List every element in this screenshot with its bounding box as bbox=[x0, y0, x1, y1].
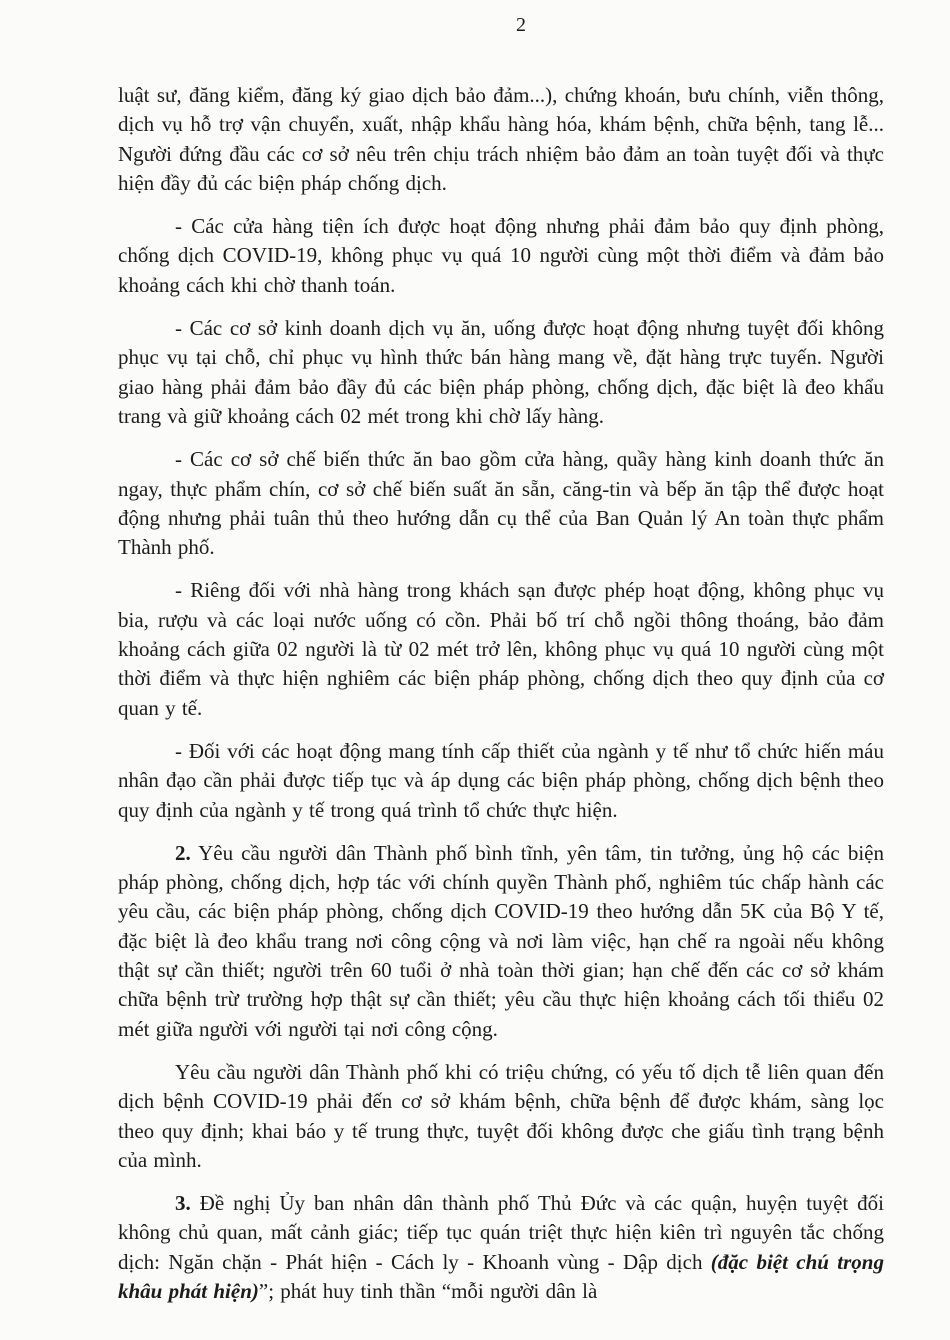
paragraph-section-2 bbox=[118, 839, 884, 1044]
section-text: Đề nghị Ủy ban nhân dân thành phố Thủ Đức và các quận, huyện tuyệt đối không chủ quan, mất cảnh giác; tiếp tục quán triệt thực hiện kiên trì nguyên tắc chống dịch: Ngăn chặn - Phát hiện - Cách ly - Khoanh vùng - Dập dịch bbox=[118, 1191, 884, 1274]
section-text-tail: ”; phát huy tinh thần “mỗi người dân là bbox=[258, 1278, 598, 1303]
section-text: Yêu cầu người dân Thành phố bình tĩnh, yên tâm, tin tưởng, ủng hộ các biện pháp phòng, chống dịch, hợp tác với chính quyền Thành phố, nghiêm túc chấp hành các yêu cầu, các biện pháp phòng, chống dịch COVID-19 theo hướng dẫn 5K của Bộ Y tế, đặc biệt là đeo khẩu trang nơi công cộng và nơi làm việc, hạn chế ra ngoài nếu không thật sự cần thiết; người trên 60 tuổi ở nhà toàn thời gian; hạn chế đến các cơ sở khám chữa bệnh trừ trường hợp thật sự cần thiết; yêu cầu thực hiện khoảng cách tối thiểu 02 mét giữa người với người tại nơi công cộng. bbox=[118, 840, 884, 1041]
paragraph-health-activities: - Đối với các hoạt động mang tính cấp thiết của ngành y tế như tổ chức hiến máu nhân đạo cần phải được tiếp tục và áp dụng các biện pháp phòng, chống dịch bệnh theo quy định của ngành y tế trong quá trình tổ chức thực hiện. bbox=[118, 738, 884, 822]
paragraph-continuation: luật sư, đăng kiểm, đăng ký giao dịch bảo đảm...), chứng khoán, bưu chính, viễn thông, dịch vụ hỗ trợ vận chuyển, xuất, nhập khẩu hàng hóa, khám bệnh, chữa bệnh, tang lễ... Người đứng đầu các cơ sở nêu trên chịu trách nhiệm bảo đảm an toàn tuyệt đối và thực hiện đầy đủ các biện pháp chống dịch. bbox=[118, 83, 884, 195]
paragraph-symptoms: Yêu cầu người dân Thành phố khi có triệu chứng, có yếu tố dịch tễ liên quan đến dịch bệnh COVID-19 phải đến cơ sở khám bệnh, chữa bệnh để được khám, sàng lọc theo quy định; khai báo y tế trung thực, tuyệt đối không được che giấu tình trạng bệnh của mình. bbox=[118, 1059, 884, 1172]
paragraph-convenience-stores: - Các cửa hàng tiện ích được hoạt động nhưng phải đảm bảo quy định phòng, chống dịch COVID-19, không phục vụ quá 10 người cùng một thời điểm và đảm bảo khoảng cách khi chờ thanh toán. bbox=[118, 214, 884, 297]
paragraph-food-services: - Các cơ sở kinh doanh dịch vụ ăn, uống được hoạt động nhưng tuyệt đối không phục vụ tại chỗ, chỉ phục vụ hình thức bán hàng mang về, đặt hàng trực tuyến. Người giao hàng phải đảm bảo đầy đủ các biện pháp phòng, chống dịch, đặc biệt là đeo khẩu trang và giữ khoảng cách 02 mét trong khi chờ lấy hàng. bbox=[118, 316, 884, 428]
paragraph-food-processing: - Các cơ sở chế biến thức ăn bao gồm cửa hàng, quầy hàng kinh doanh thức ăn ngay, thực phẩm chín, cơ sở chế biến suất ăn sẵn, căng-tin và bếp ăn tập thể được hoạt động nhưng phải tuân thủ theo hướng dẫn cụ thể của Ban Quản lý An toàn thực phẩm Thành phố. bbox=[118, 447, 884, 560]
section-number: 3. bbox=[175, 1191, 191, 1216]
paragraph-section-3 bbox=[118, 1189, 884, 1306]
emphasis-text: (đặc biệt chú trọng khâu phát hiện) bbox=[118, 1249, 884, 1303]
section-number: 2. bbox=[175, 840, 191, 865]
page-number: 2 bbox=[516, 14, 526, 36]
paragraph-hotel-restaurants: - Riêng đối với nhà hàng trong khách sạn được phép hoạt động, không phục vụ bia, rượu và các loại nước uống có cồn. Phải bố trí chỗ ngồi thông thoáng, bảo đảm khoảng cách giữa 02 người là từ 02 mét trở lên, không phục vụ quá 10 người cùng một thời điểm và thực hiện nghiêm các biện pháp phòng, chống dịch theo quy định của cơ quan y tế. bbox=[118, 578, 884, 720]
